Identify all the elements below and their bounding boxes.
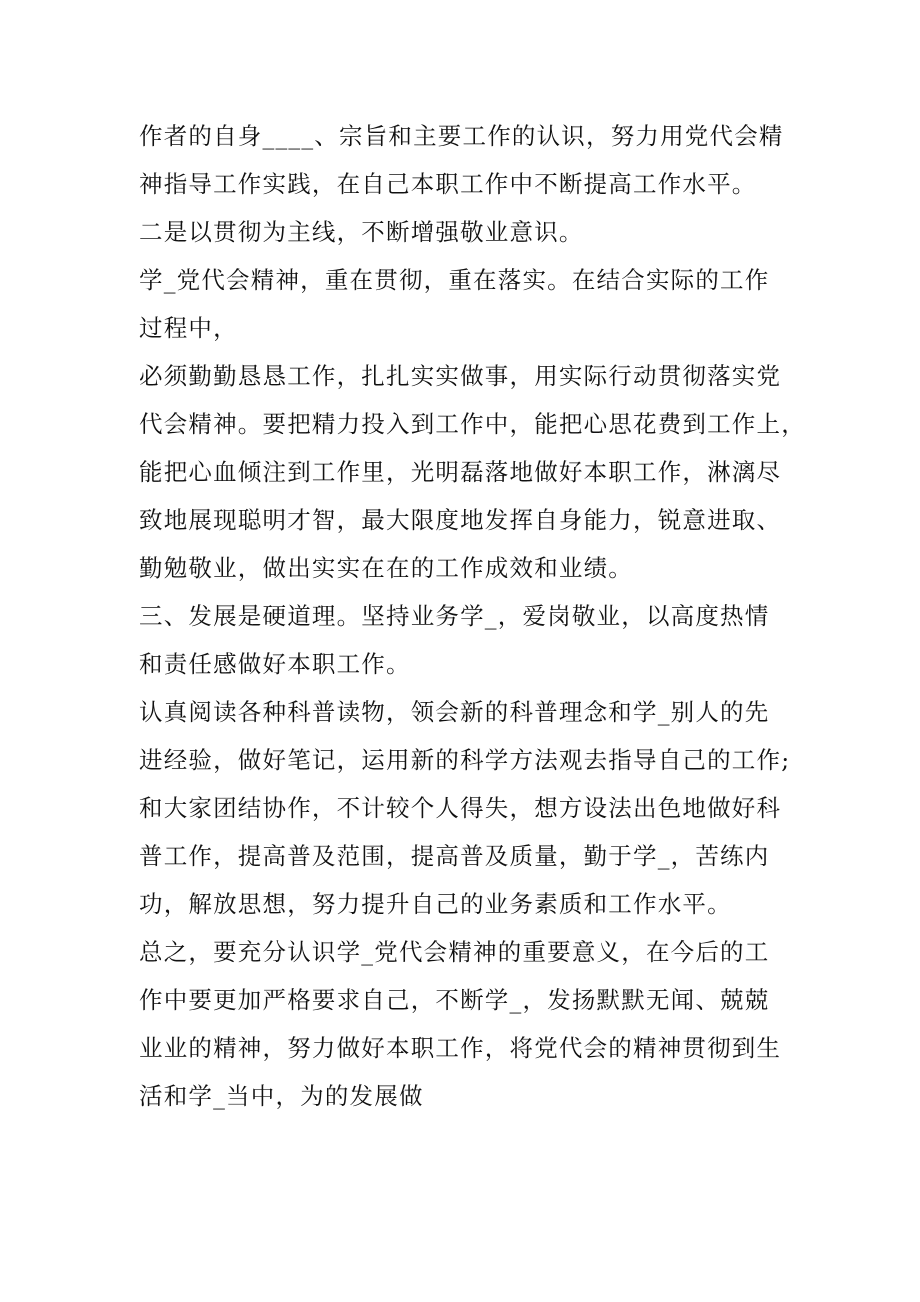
- text-line-19: 作中要更加严格要求自己，不断学_，发扬默默无闻、兢兢: [139, 986, 770, 1014]
- text-line-7: 代会精神。要把精力投入到工作中，能把心思花费到工作上，: [139, 410, 806, 438]
- text-line-20: 业业的精神，努力做好本职工作，将党代会的精神贯彻到生: [139, 1034, 782, 1062]
- text-line-14: 进经验，做好笔记，运用新的科学方法观去指导自己的工作;: [139, 746, 791, 774]
- text-line-11: 三、发展是硬道理。坚持业务学_，爱岗敬业，以高度热情: [139, 602, 770, 630]
- text-line-6: 必须勤勤恳恳工作，扎扎实实做事，用实际行动贯彻落实党: [139, 362, 782, 390]
- text-line-9: 致地展现聪明才智，最大限度地发挥自身能力，锐意进取、: [139, 506, 782, 534]
- text-line-16: 普工作，提高普及范围，提高普及质量，勤于学_，苦练内: [139, 842, 770, 870]
- text-line-4: 学_党代会精神，重在贯彻，重在落实。在结合实际的工作: [139, 266, 770, 294]
- text-line-18: 总之，要充分认识学_党代会精神的重要意义，在今后的工: [139, 938, 770, 966]
- text-line-2: 神指导工作实践，在自己本职工作中不断提高工作水平。: [139, 170, 757, 198]
- text-line-13: 认真阅读各种科普读物，领会新的科普理念和学_别人的先: [139, 698, 770, 726]
- text-line-8: 能把心血倾注到工作里，光明磊落地做好本职工作，淋漓尽: [139, 458, 782, 486]
- text-line-17: 功，解放思想，努力提升自己的业务素质和工作水平。: [139, 890, 732, 918]
- text-line-5: 过程中，: [139, 314, 238, 342]
- text-line-12: 和责任感做好本职工作。: [139, 650, 411, 678]
- text-line-15: 和大家团结协作，不计较个人得失，想方设法出色地做好科: [139, 794, 782, 822]
- text-line-3: 二是以贯彻为主线，不断增强敬业意识。: [139, 218, 584, 246]
- text-line-21: 活和学_当中，为的发展做: [139, 1082, 424, 1110]
- text-line-1: 作者的自身____、宗旨和主要工作的认识，努力用党代会精: [139, 122, 784, 150]
- text-line-10: 勤勉敬业，做出实实在在的工作成效和业绩。: [139, 554, 633, 582]
